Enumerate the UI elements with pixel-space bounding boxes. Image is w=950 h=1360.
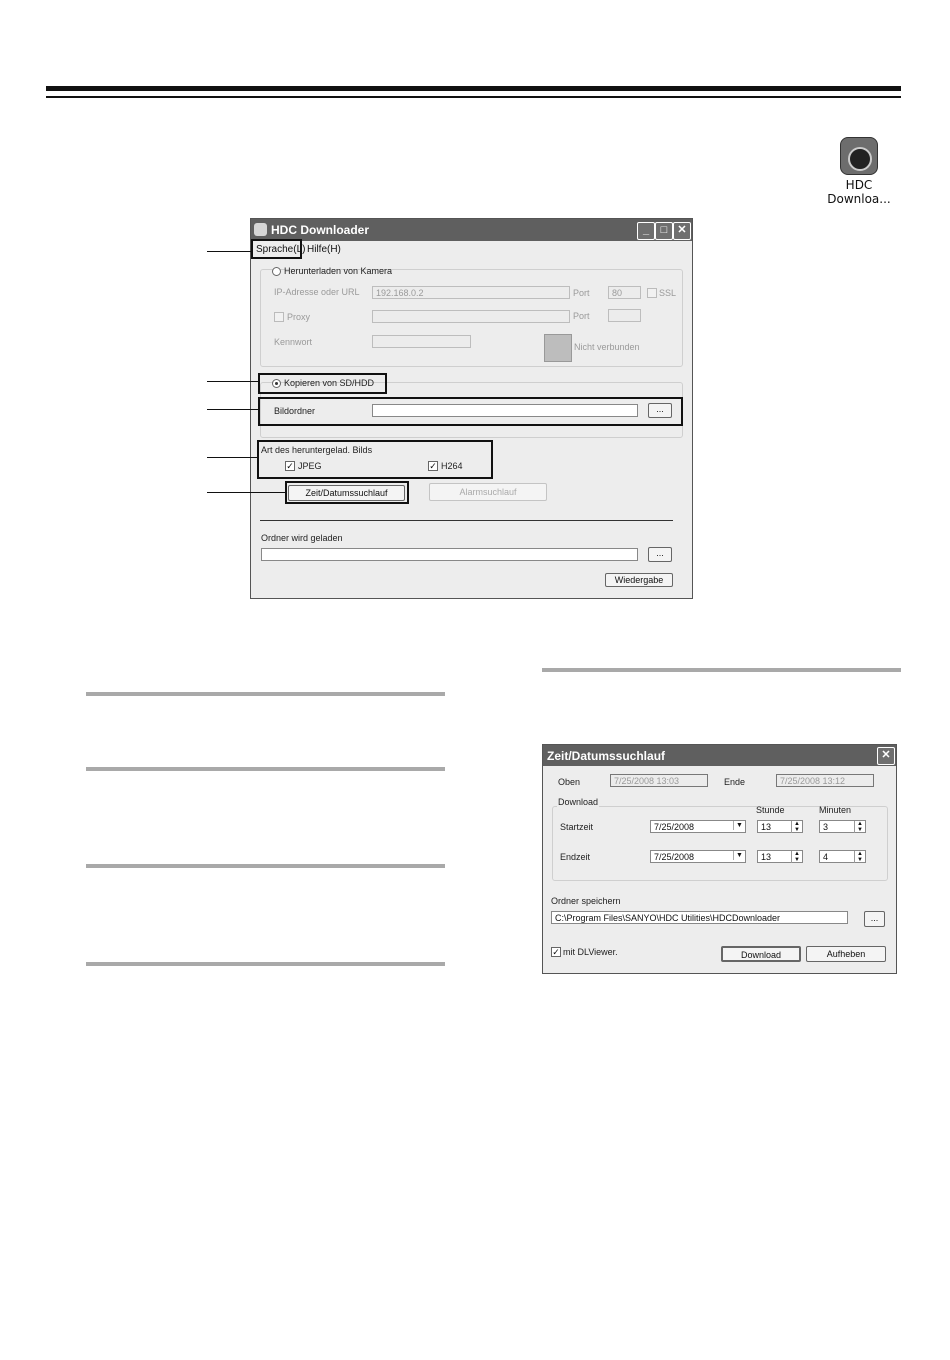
end-date-dropdown-icon[interactable]: ▼ [733,851,745,860]
ssl-checkbox[interactable] [647,288,657,298]
callout-line-2 [207,381,258,382]
window-title: HDC Downloader [271,223,370,237]
save-folder-label: Ordner speichern [551,896,621,906]
start-minute-spin-icon[interactable]: ▲ ▼ [854,821,865,833]
section-rule-1 [86,692,445,696]
callout-box-language-menu [251,239,302,259]
ip-input[interactable]: 192.168.0.2 [372,286,570,299]
start-date-picker[interactable]: 7/25/2008 [650,820,746,833]
proxy-input[interactable] [372,310,570,323]
top-label: Oben [558,777,581,787]
loading-folder-input[interactable] [261,548,638,561]
section-rule-2 [86,767,445,771]
camera-radio-label: Herunterladen von Kamera [284,266,393,276]
password-input[interactable] [372,335,471,348]
port-input[interactable]: 80 [608,286,641,299]
cancel-button[interactable]: Aufheben [806,946,886,962]
port-label: Port [573,288,590,298]
minimize-button[interactable]: _ [637,222,655,240]
password-label: Kennwort [274,337,313,347]
section-rule-right [542,668,901,672]
jpeg-checkbox[interactable]: ✓ [286,461,294,471]
download-group-label: Download [558,797,599,807]
connection-status: Nicht verbunden [574,342,640,352]
h264-label: H264 [441,461,463,471]
image-folder-label: Bildordner [274,406,316,416]
start-date-dropdown-icon[interactable]: ▼ [733,821,745,830]
alarm-search-button[interactable]: Alarmsuchlauf [429,483,547,501]
app-icon [254,223,267,236]
dialog-close-button[interactable]: ✕ [877,747,895,765]
minutes-header: Minuten [819,805,852,815]
desktop-shortcut-label: HDC Downloa... [827,178,891,206]
callout-line-4 [207,457,257,458]
callout-line-3 [207,409,258,410]
image-folder-browse-button[interactable]: ... [648,403,672,418]
ssl-label: SSL [659,288,677,298]
hour-header: Stunde [756,805,785,815]
connection-status-indicator [544,334,572,362]
callout-box-time-search [285,481,409,504]
dlviewer-label: mit DLViewer. [563,947,618,957]
start-time-label: Startzeit [560,822,594,832]
image-type-label: Art des heruntergelad. Bilds [261,445,373,455]
playback-button[interactable]: Wiedergabe [605,573,673,587]
save-folder-browse-button[interactable]: ... [864,911,885,927]
sd-radio-label: Kopieren von SD/HDD [284,378,375,388]
start-hour-spinner[interactable]: 13 [757,820,803,833]
callout-box-image-folder [258,397,683,426]
end-minute-spinner[interactable]: 4 [819,850,866,863]
jpeg-label: JPEG [298,461,322,471]
end-hour-spinner[interactable]: 13 [757,850,803,863]
top-value: 7/25/2008 13:03 [610,774,708,787]
end-minute-spin-icon[interactable]: ▲ ▼ [854,851,865,863]
dialog-title: Zeit/Datumssuchlauf [547,749,666,763]
time-date-search-dialog [542,744,897,974]
start-hour-spin-icon[interactable]: ▲ ▼ [791,821,802,833]
end-label: Ende [724,777,746,787]
end-time-label: Endzeit [560,852,591,862]
callout-line-1 [207,251,251,252]
download-group [552,806,888,881]
time-date-search-button[interactable]: Zeit/Datumssuchlauf [288,485,405,501]
h264-checkbox[interactable]: ✓ [429,461,437,471]
end-hour-spin-icon[interactable]: ▲ ▼ [791,851,802,863]
callout-line-5 [207,492,285,493]
title-bar[interactable] [251,219,692,241]
header-rule-thick [46,86,901,91]
desktop-shortcut[interactable] [814,137,904,206]
camera-radio[interactable] [272,267,281,276]
end-value: 7/25/2008 13:12 [776,774,874,787]
callout-box-image-type [257,440,493,479]
menu-bar [251,241,692,258]
camera-icon [840,137,878,175]
menu-help[interactable]: Hilfe(H) [307,244,341,255]
save-folder-input[interactable]: C:\Program Files\SANYO\HDC Utilities\HDCDownloader [551,911,848,924]
section-rule-4 [86,962,445,966]
end-date-picker[interactable]: 7/25/2008 [650,850,746,863]
maximize-button[interactable]: □ [655,222,673,240]
callout-box-sd-radio [258,373,387,394]
separator [260,520,673,521]
menu-language[interactable]: Sprache(L) [256,244,306,255]
loading-folder-browse-button[interactable]: ... [648,547,672,562]
dlviewer-checkbox[interactable]: ✓ [552,947,560,957]
ip-label: IP-Adresse oder URL [274,287,360,297]
close-button[interactable]: ✕ [673,222,691,240]
header-rule-thin [46,96,901,98]
start-minute-spinner[interactable]: 3 [819,820,866,833]
proxy-checkbox[interactable] [274,312,284,322]
loading-folder-label: Ordner wird geladen [261,533,343,543]
download-button[interactable]: Download [721,946,801,962]
proxy-port-label: Port [573,311,590,321]
dialog-title-bar[interactable] [543,745,896,766]
proxy-port-input[interactable] [608,309,641,322]
section-rule-3 [86,864,445,868]
proxy-label: Proxy [287,312,311,322]
